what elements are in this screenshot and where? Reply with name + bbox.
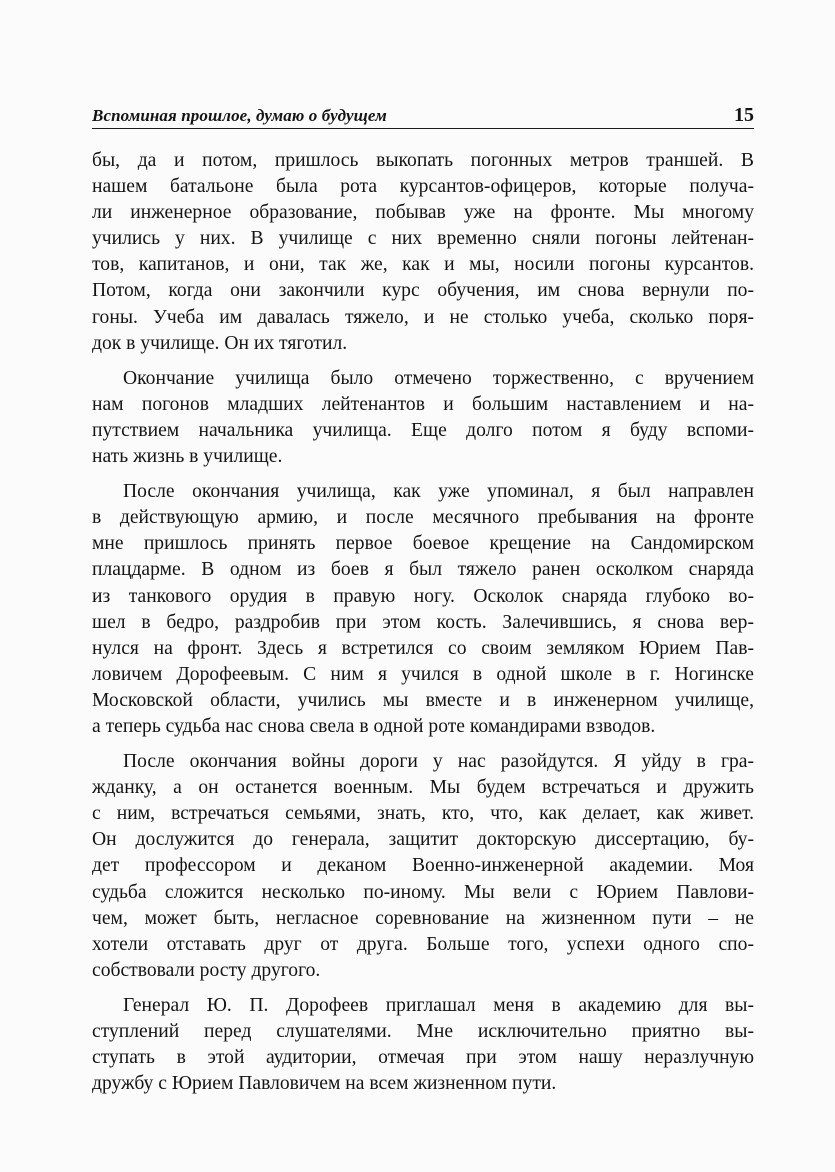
text-line: а теперь судьба нас снова свела в одной роте командирами взводов. (92, 715, 656, 737)
paragraph-5 (92, 993, 754, 1097)
text-line: нам погонов младших лейтенантов и большим наставлением и на- (92, 393, 754, 415)
text-line: Окончание училища было отмечено торжественно, с вручением (123, 367, 754, 389)
text-line: Потом, когда они закончили курс обучения, им снова вернули по- (92, 280, 754, 302)
text-line: жданку, а он останется военным. Мы будем встречаться и дружить (92, 777, 754, 799)
text-line: док в училище. Он их тяготил. (92, 332, 348, 354)
text-line: После окончания училища, как уже упоминал, я был направлен (123, 481, 754, 503)
text-line: плацдарме. В одном из боев я был тяжело ранен осколком снаряда (92, 559, 754, 581)
header-title: Вспоминая прошлое, думаю о будущем (92, 106, 387, 125)
text-line: в действующую армию, и после месячного пребывания на фронте (92, 507, 754, 529)
text-line: ловичем Дорофеевым. С ним я учился в одной школе в г. Ногинске (92, 663, 754, 685)
text-line: дружбу с Юрием Павловичем на всем жизненном пути. (92, 1073, 557, 1095)
body-text (92, 148, 754, 1106)
text-line: хотели отставать друг от друга. Больше того, успехи одного спо- (92, 933, 754, 955)
text-line: путствием начальника училища. Еще долго потом я буду вспоми- (92, 419, 754, 441)
text-line: собствовали росту другого. (92, 959, 321, 981)
text-line: чем, может быть, негласное соревнование на жизненном пути – не (92, 907, 754, 929)
text-line: Московской области, учились мы вместе и в инженерном училище, (92, 689, 754, 711)
text-line: мне пришлось принять первое боевое крещение на Сандомирском (92, 533, 754, 555)
paragraph-3 (92, 479, 754, 740)
text-line: шел в бедро, раздробив при этом кость. Залечившись, я снова вер- (92, 611, 754, 633)
text-line: гоны. Учеба им давалась тяжело, и не столько учеба, сколько поря- (92, 306, 754, 328)
text-line: бы, да и потом, пришлось выкопать погонных метров траншей. В (92, 150, 754, 171)
text-line: нашем батальоне была рота курсантов-офицеров, которые получа- (92, 176, 754, 198)
paragraph-1 (92, 148, 754, 357)
text-line: тов, капитанов, и они, так же, как и мы, носили погоны курсантов. (92, 254, 754, 276)
text-line: ступлений перед слушателями. Мне исключительно приятно вы- (92, 1021, 754, 1042)
text-line: Он дослужится до генерала, защитит докторскую диссертацию, бу- (92, 829, 754, 851)
paragraph-2 (92, 366, 754, 470)
running-header (92, 104, 754, 129)
text-line: с ним, встречаться семьями, знать, кто, что, как делает, как живет. (92, 803, 754, 825)
page-number: 15 (734, 104, 754, 126)
paragraph-4 (92, 749, 754, 984)
text-line: нать жизнь в училище. (92, 446, 283, 468)
text-line: ступать в этой аудитории, отмечая при этом нашу неразлучную (92, 1047, 754, 1069)
text-line: нулся на фронт. Здесь я встретился со своим земляком Юрием Пав- (92, 637, 754, 659)
text-line: Генерал Ю. П. Дорофеев приглашал меня в академию для вы- (123, 994, 754, 1016)
text-line: дет профессором и деканом Военно-инженерной академии. Моя (92, 855, 754, 877)
text-line: из танкового орудия в правую ногу. Осколок снаряда глубоко во- (92, 585, 754, 607)
text-line: учились у них. В училище с них временно сняли погоны лейтенан- (92, 228, 754, 250)
text-line: судьба сложится несколько по-иному. Мы вели с Юрием Павлови- (92, 881, 754, 903)
text-line: После окончания войны дороги у нас разойдутся. Я уйду в гра- (123, 751, 754, 773)
text-line: ли инженерное образование, побывав уже на фронте. Мы многому (92, 202, 754, 224)
